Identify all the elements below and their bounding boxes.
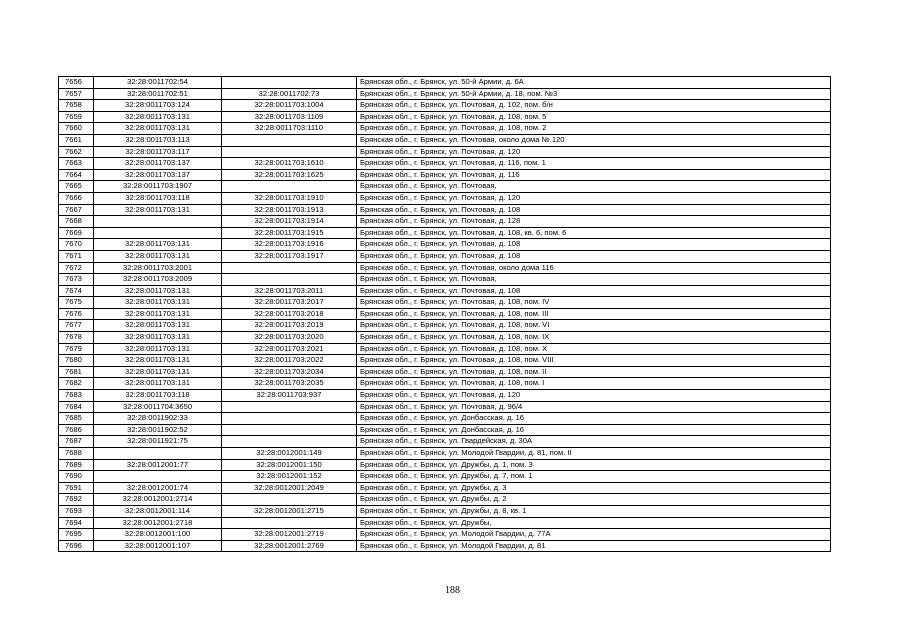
land-cadastral-number-cell: 32:28:0011703:124 [94,100,222,112]
row-number-cell: 7691 [59,482,94,494]
table-row [59,459,831,471]
table-row [59,505,831,517]
land-cadastral-number-cell: 32:28:0011703:131 [94,123,222,135]
land-cadastral-number-cell: 32:28:0011703:131 [94,308,222,320]
land-cadastral-number-cell: 32:28:0011703:131 [94,366,222,378]
object-cadastral-number-cell: 32:28:0012001:149 [222,448,357,460]
table-row [59,111,831,123]
address-cell: Брянская обл., г. Брянск, ул. Почтовая, д. 108 [357,204,831,216]
address-cell: Брянская обл., г. Брянск, ул. Гвардейская, д. 30А [357,436,831,448]
object-cadastral-number-cell: 32:28:0012001:2049 [222,482,357,494]
table-row [59,250,831,262]
object-cadastral-number-cell: 32:28:0011703:937 [222,390,357,402]
row-number-cell: 7663 [59,158,94,170]
object-cadastral-number-cell: 32:28:0011703:2018 [222,308,357,320]
table-row [59,436,831,448]
address-cell: Брянская обл., г. Брянск, ул. Дружбы, [357,517,831,529]
object-cadastral-number-cell: 32:28:0011703:1109 [222,111,357,123]
address-cell: Брянская обл., г. Брянск, ул. Почтовая, д. 108 [357,250,831,262]
object-cadastral-number-cell [222,134,357,146]
object-cadastral-number-cell: 32:28:0011703:1914 [222,216,357,228]
table-row [59,239,831,251]
row-number-cell: 7680 [59,355,94,367]
address-cell: Брянская обл., г. Брянск, ул. Почтовая, д. 108, пом. X [357,343,831,355]
object-cadastral-number-cell: 32:28:0011703:1913 [222,204,357,216]
row-number-cell: 7676 [59,308,94,320]
object-cadastral-number-cell: 32:28:0011703:2021 [222,343,357,355]
table-row [59,77,831,89]
land-cadastral-number-cell: 32:28:0011703:131 [94,378,222,390]
table-row [59,274,831,286]
land-cadastral-number-cell: 32:28:0011703:131 [94,239,222,251]
row-number-cell: 7672 [59,262,94,274]
land-cadastral-number-cell: 32:28:0011902:52 [94,424,222,436]
row-number-cell: 7669 [59,227,94,239]
address-cell: Брянская обл., г. Брянск, ул. Почтовая, д. 120 [357,390,831,402]
land-cadastral-number-cell: 32:28:0011703:2009 [94,274,222,286]
object-cadastral-number-cell [222,436,357,448]
table-row [59,471,831,483]
land-cadastral-number-cell: 32:28:0011703:118 [94,192,222,204]
row-number-cell: 7662 [59,146,94,158]
address-cell: Брянская обл., г. Брянск, ул. Молодой Гвардии, д. 77А [357,529,831,541]
address-cell: Брянская обл., г. Брянск, ул. Почтовая, [357,181,831,193]
row-number-cell: 7658 [59,100,94,112]
table-row [59,390,831,402]
address-cell: Брянская обл., г. Брянск, ул. Донбасская, д. 16 [357,413,831,425]
row-number-cell: 7686 [59,424,94,436]
land-cadastral-number-cell: 32:28:0011703:131 [94,320,222,332]
table-row [59,494,831,506]
object-cadastral-number-cell: 32:28:0011703:2011 [222,285,357,297]
address-cell: Брянская обл., г. Брянск, ул. Почтовая, д. 108, пом. II [357,366,831,378]
address-cell: Брянская обл., г. Брянск, ул. Почтовая, д. 108, пом. VI [357,320,831,332]
land-cadastral-number-cell: 32:28:0011902:33 [94,413,222,425]
row-number-cell: 7694 [59,517,94,529]
land-cadastral-number-cell [94,448,222,460]
row-number-cell: 7683 [59,390,94,402]
land-cadastral-number-cell: 32:28:0011703:131 [94,332,222,344]
address-cell: Брянская обл., г. Брянск, ул. Дружбы, д. 3 [357,482,831,494]
land-cadastral-number-cell: 32:28:0011703:131 [94,343,222,355]
object-cadastral-number-cell [222,181,357,193]
land-cadastral-number-cell [94,227,222,239]
row-number-cell: 7667 [59,204,94,216]
row-number-cell: 7673 [59,274,94,286]
land-cadastral-number-cell: 32:28:0011703:131 [94,204,222,216]
row-number-cell: 7666 [59,192,94,204]
land-cadastral-number-cell: 32:28:0011703:1907 [94,181,222,193]
address-cell: Брянская обл., г. Брянск, ул. 50-й Армии, д. 6А [357,77,831,89]
object-cadastral-number-cell: 32:28:0011703:1004 [222,100,357,112]
land-cadastral-number-cell: 32:28:0012001:107 [94,540,222,552]
address-cell: Брянская обл., г. Брянск, ул. Почтовая, д. 120 [357,192,831,204]
land-cadastral-number-cell: 32:28:0011702:54 [94,77,222,89]
object-cadastral-number-cell: 32:28:0011703:1915 [222,227,357,239]
row-number-cell: 7689 [59,459,94,471]
table-row [59,320,831,332]
land-cadastral-number-cell [94,216,222,228]
address-cell: Брянская обл., г. Брянск, ул. Почтовая, д. 128 [357,216,831,228]
object-cadastral-number-cell [222,413,357,425]
address-cell: Брянская обл., г. Брянск, ул. Почтовая, д. 108, пом. IV [357,297,831,309]
object-cadastral-number-cell: 32:28:0011703:2034 [222,366,357,378]
table-row [59,482,831,494]
row-number-cell: 7678 [59,332,94,344]
table-row [59,424,831,436]
row-number-cell: 7682 [59,378,94,390]
table-row [59,378,831,390]
object-cadastral-number-cell [222,274,357,286]
land-cadastral-number-cell [94,471,222,483]
row-number-cell: 7692 [59,494,94,506]
object-cadastral-number-cell: 32:28:0011703:1610 [222,158,357,170]
row-number-cell: 7660 [59,123,94,135]
row-number-cell: 7664 [59,169,94,181]
land-cadastral-number-cell: 32:28:0012001:114 [94,505,222,517]
table-row [59,192,831,204]
land-cadastral-number-cell: 32:28:0011702:51 [94,88,222,100]
land-cadastral-number-cell: 32:28:0012001:2718 [94,517,222,529]
table-row [59,413,831,425]
land-cadastral-number-cell: 32:28:0011703:131 [94,111,222,123]
address-cell: Брянская обл., г. Брянск, ул. Почтовая, д. 108 [357,239,831,251]
land-cadastral-number-cell: 32:28:0011703:118 [94,390,222,402]
table-row [59,88,831,100]
registry-table-body [59,77,831,552]
land-cadastral-number-cell: 32:28:0012001:74 [94,482,222,494]
page-number: 188 [445,585,460,596]
object-cadastral-number-cell: 32:28:0011703:2017 [222,297,357,309]
object-cadastral-number-cell: 32:28:0012001:150 [222,459,357,471]
object-cadastral-number-cell: 32:28:0011703:1625 [222,169,357,181]
land-cadastral-number-cell: 32:28:0011703:137 [94,169,222,181]
object-cadastral-number-cell: 32:28:0011703:1917 [222,250,357,262]
object-cadastral-number-cell: 32:28:0012001:2715 [222,505,357,517]
row-number-cell: 7657 [59,88,94,100]
table-row [59,123,831,135]
land-cadastral-number-cell: 32:28:0012001:100 [94,529,222,541]
land-cadastral-number-cell: 32:28:0011703:2001 [94,262,222,274]
row-number-cell: 7675 [59,297,94,309]
land-cadastral-number-cell: 32:28:0012001:77 [94,459,222,471]
land-cadastral-number-cell: 32:28:0011703:131 [94,285,222,297]
table-row [59,297,831,309]
object-cadastral-number-cell: 32:28:0011703:2020 [222,332,357,344]
object-cadastral-number-cell: 32:28:0012001:2769 [222,540,357,552]
address-cell: Брянская обл., г. Брянск, ул. Почтовая, д. 108, пом. 5 [357,111,831,123]
land-cadastral-number-cell: 32:28:0011703:131 [94,297,222,309]
table-row [59,308,831,320]
land-cadastral-number-cell: 32:28:0011703:113 [94,134,222,146]
address-cell: Брянская обл., г. Брянск, ул. Почтовая, д. 102, пом. б/н [357,100,831,112]
address-cell: Брянская обл., г. Брянск, ул. Молодой Гвардии, д. 81 [357,540,831,552]
table-row [59,158,831,170]
object-cadastral-number-cell: 32:28:0011703:1916 [222,239,357,251]
object-cadastral-number-cell: 32:28:0011703:1110 [222,123,357,135]
table-row [59,401,831,413]
address-cell: Брянская обл., г. Брянск, ул. Почтовая, д. 108 [357,285,831,297]
object-cadastral-number-cell [222,517,357,529]
row-number-cell: 7690 [59,471,94,483]
object-cadastral-number-cell [222,77,357,89]
table-row [59,216,831,228]
address-cell: Брянская обл., г. Брянск, ул. Почтовая, д. 108, пом. 2 [357,123,831,135]
table-row [59,100,831,112]
address-cell: Брянская обл., г. Брянск, ул. Почтовая, около дома 116 [357,262,831,274]
address-cell: Брянская обл., г. Брянск, ул. Дружбы, д. 8, кв. 1 [357,505,831,517]
row-number-cell: 7665 [59,181,94,193]
table-row [59,366,831,378]
row-number-cell: 7674 [59,285,94,297]
land-cadastral-number-cell: 32:28:0011921:75 [94,436,222,448]
row-number-cell: 7670 [59,239,94,251]
registry-table [58,76,831,552]
address-cell: Брянская обл., г. Брянск, ул. Почтовая, [357,274,831,286]
object-cadastral-number-cell: 32:28:0012001:2719 [222,529,357,541]
object-cadastral-number-cell: 32:28:0011703:2035 [222,378,357,390]
land-cadastral-number-cell: 32:28:0011704:3650 [94,401,222,413]
address-cell: Брянская обл., г. Брянск, ул. Почтовая, д. 96/4 [357,401,831,413]
row-number-cell: 7685 [59,413,94,425]
address-cell: Брянская обл., г. Брянск, ул. Почтовая, д. 108, пом. III [357,308,831,320]
table-row [59,540,831,552]
object-cadastral-number-cell: 32:28:0012001:152 [222,471,357,483]
object-cadastral-number-cell [222,424,357,436]
table-row [59,529,831,541]
table-row [59,146,831,158]
row-number-cell: 7681 [59,366,94,378]
row-number-cell: 7696 [59,540,94,552]
address-cell: Брянская обл., г. Брянск, ул. Почтовая, д. 108, пом. I [357,378,831,390]
row-number-cell: 7656 [59,77,94,89]
object-cadastral-number-cell: 32:28:0011703:1910 [222,192,357,204]
land-cadastral-number-cell: 32:28:0011703:131 [94,250,222,262]
object-cadastral-number-cell [222,146,357,158]
table-row [59,285,831,297]
row-number-cell: 7671 [59,250,94,262]
address-cell: Брянская обл., г. Брянск, ул. Почтовая, около дома № 120 [357,134,831,146]
land-cadastral-number-cell: 32:28:0012001:2714 [94,494,222,506]
table-row [59,134,831,146]
row-number-cell: 7661 [59,134,94,146]
table-row [59,262,831,274]
object-cadastral-number-cell [222,401,357,413]
row-number-cell: 7688 [59,448,94,460]
object-cadastral-number-cell: 32:28:0011702:73 [222,88,357,100]
row-number-cell: 7687 [59,436,94,448]
object-cadastral-number-cell [222,262,357,274]
object-cadastral-number-cell: 32:28:0011703:2022 [222,355,357,367]
address-cell: Брянская обл., г. Брянск, ул. Почтовая, д. 120 [357,146,831,158]
address-cell: Брянская обл., г. Брянск, ул. Молодой Гвардии, д. 81, пом. II [357,448,831,460]
row-number-cell: 7684 [59,401,94,413]
address-cell: Брянская обл., г. Брянск, ул. Дружбы, д. 2 [357,494,831,506]
address-cell: Брянская обл., г. Брянск, ул. Почтовая, д. 116, пом. 1 [357,158,831,170]
address-cell: Брянская обл., г. Брянск, ул. 50-й Армии, д. 18, пом. №3 [357,88,831,100]
land-cadastral-number-cell: 32:28:0011703:137 [94,158,222,170]
object-cadastral-number-cell [222,494,357,506]
row-number-cell: 7693 [59,505,94,517]
object-cadastral-number-cell: 32:28:0011703:2019 [222,320,357,332]
row-number-cell: 7679 [59,343,94,355]
row-number-cell: 7677 [59,320,94,332]
address-cell: Брянская обл., г. Брянск, ул. Дружбы, д. 7, пом. 1 [357,471,831,483]
address-cell: Брянская обл., г. Брянск, ул. Почтовая, д. 116 [357,169,831,181]
table-row [59,181,831,193]
address-cell: Брянская обл., г. Брянск, ул. Почтовая, д. 108, кв. 6, пом. 6 [357,227,831,239]
address-cell: Брянская обл., г. Брянск, ул. Почтовая, д. 108, пом. IX [357,332,831,344]
land-cadastral-number-cell: 32:28:0011703:131 [94,355,222,367]
table-row [59,204,831,216]
table-row [59,343,831,355]
table-row [59,517,831,529]
table-row [59,169,831,181]
table-row [59,448,831,460]
address-cell: Брянская обл., г. Брянск, ул. Почтовая, д. 108, пом. VIII [357,355,831,367]
row-number-cell: 7695 [59,529,94,541]
row-number-cell: 7668 [59,216,94,228]
address-cell: Брянская обл., г. Брянск, ул. Донбасская, д. 16 [357,424,831,436]
table-row [59,355,831,367]
address-cell: Брянская обл., г. Брянск, ул. Дружбы, д. 1, пом. 3 [357,459,831,471]
row-number-cell: 7659 [59,111,94,123]
table-row [59,227,831,239]
land-cadastral-number-cell: 32:28:0011703:117 [94,146,222,158]
table-row [59,332,831,344]
